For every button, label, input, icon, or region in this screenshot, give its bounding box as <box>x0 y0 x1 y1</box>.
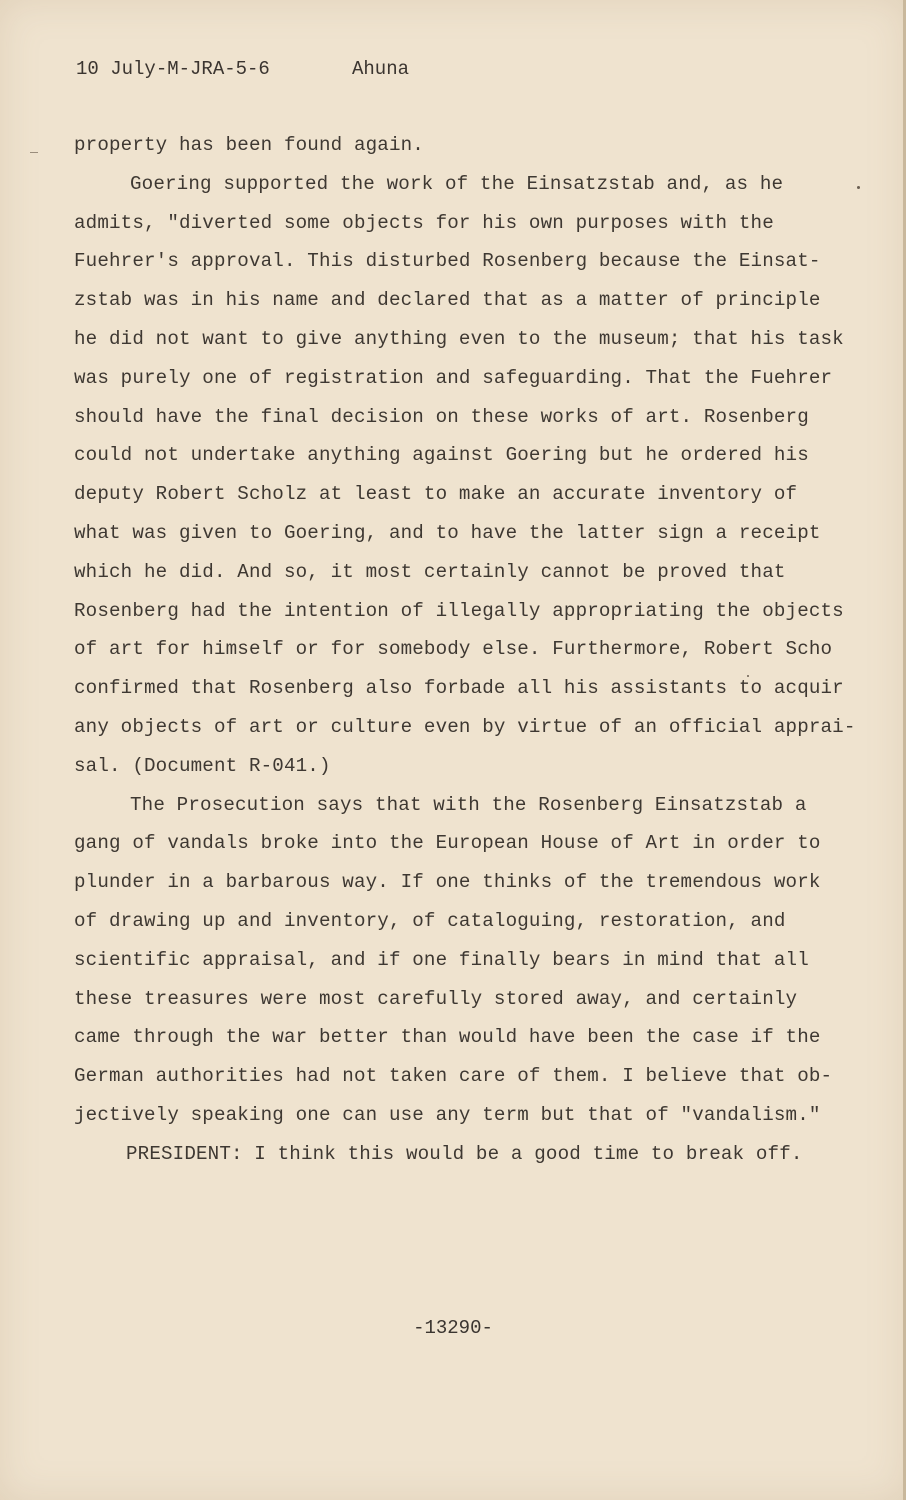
text-line: Rosenberg had the intention of illegally appropriating the objects <box>74 599 844 622</box>
text-line: property has been found again. <box>74 134 424 156</box>
text-line: plunder in a barbarous way. If one thinks of the tremendous work <box>74 871 821 894</box>
text-line: what was given to Goering, and to have the latter sign a receipt <box>74 521 821 544</box>
margin-mark <box>30 152 38 153</box>
text-line: scientific appraisal, and if one finally bears in mind that all <box>74 948 809 971</box>
page-header <box>76 58 409 80</box>
reporter-name: Ahuna <box>352 58 410 80</box>
paragraph-start-line: Goering supported the work of the Einsatzstab and, as he <box>130 172 784 195</box>
page-number: -13290- <box>413 1317 493 1339</box>
text-line: was purely one of registration and safeguarding. That the Fuehrer <box>74 366 833 389</box>
text-line: should have the final decision on these works of art. Rosenberg <box>74 405 809 428</box>
text-line: gang of vandals broke into the European House of Art in order to <box>74 832 821 855</box>
text-line: sal. (Document R-041.) <box>74 754 331 777</box>
paragraph-start-line: The Prosecution says that with the Rosenberg Einsatzstab a <box>130 793 807 816</box>
text-line: zstab was in his name and declared that as a matter of principle <box>74 289 821 312</box>
text-line: Fuehrer's approval. This disturbed Rosenberg because the Einsat- <box>74 250 821 273</box>
transcript-body <box>74 126 854 1174</box>
text-line: he did not want to give anything even to the museum; that his task <box>74 327 844 350</box>
text-line: could not undertake anything against Goering but he ordered his <box>74 444 809 467</box>
text-line: of art for himself or for somebody else. Furthermore, Robert Scho <box>74 638 833 661</box>
text-line: admits, "diverted some objects for his own purposes with the <box>74 211 774 234</box>
text-line: jectively speaking one can use any term but that of "vandalism." <box>74 1103 821 1126</box>
text-line: which he did. And so, it most certainly cannot be proved that <box>74 560 786 583</box>
paper-speck <box>857 186 860 189</box>
text-line: German authorities had not taken care of them. I believe that ob- <box>74 1065 833 1088</box>
text-line: confirmed that Rosenberg also forbade all his assistants to acquir <box>74 677 844 700</box>
text-line: of drawing up and inventory, of cataloguing, restoration, and <box>74 909 786 932</box>
text-line: any objects of art or culture even by virtue of an official apprai- <box>74 715 856 738</box>
transcript-code: 10 July-M-JRA-5-6 <box>76 58 270 80</box>
president-statement-line: PRESIDENT: I think this would be a good time to break off. <box>126 1142 803 1165</box>
text-line: these treasures were most carefully stored away, and certainly <box>74 987 798 1010</box>
text-line: came through the war better than would have been the case if the <box>74 1026 821 1049</box>
text-line: deputy Robert Scholz at least to make an accurate inventory of <box>74 483 798 506</box>
